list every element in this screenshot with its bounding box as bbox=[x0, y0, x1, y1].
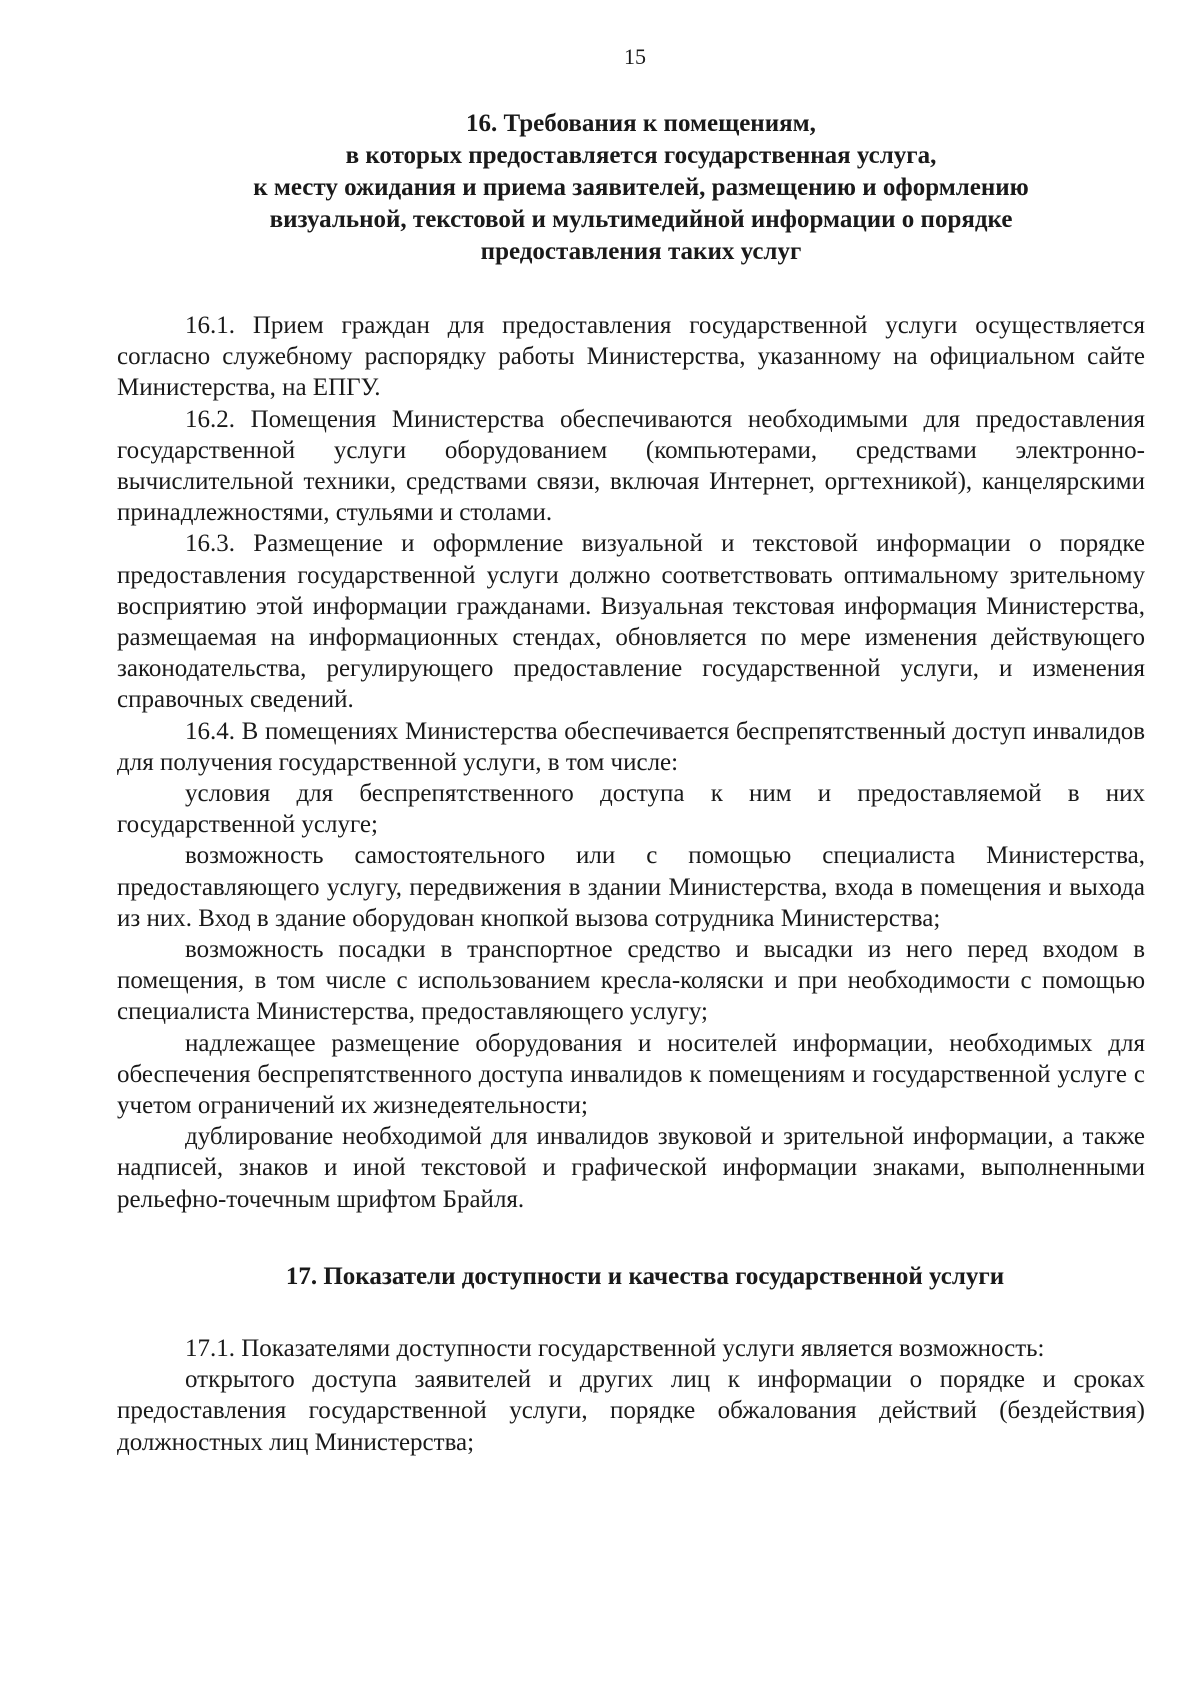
paragraph-16-4-item-5: дублирование необходимой для инвалидов звуковой и зрительной информации, а также надписей, знаков и иной текстовой и графической информации знаками, выполненными рельефно-точечным шрифтом Брайля. bbox=[117, 1123, 1145, 1213]
paragraph-17-1: 17.1. Показателями доступности государственной услуги является возможность: bbox=[185, 1334, 1045, 1362]
section-17-title: 17. Показатели доступности и качества государственной услуги bbox=[285, 1262, 1005, 1290]
section-16-title-line-4: визуальной, текстовой и мультимедийной информации о порядке bbox=[269, 206, 1013, 233]
paragraph-16-4-item-1: условия для беспрепятственного доступа к ним и предоставляемой в них государственной услуге; bbox=[117, 780, 1145, 839]
paragraph-16-4-item-2: возможность самостоятельного или с помощью специалиста Министерства, предоставляющего услугу, передвижения в здании Министерства, входа в помещения и выхода из них. Вход в здание оборудован кнопкой вызова сотрудника Министерства; bbox=[117, 842, 1145, 932]
page-number: 15 bbox=[624, 44, 646, 69]
section-17-body bbox=[117, 1333, 1145, 1458]
paragraph-16-2: 16.2. Помещения Министерства обеспечиваются необходимыми для предоставления государственной услуги оборудованием (компьютерами, средствами электронно-вычислительной техники, средствами связи, включая Интернет, оргтехникой), канцелярскими принадлежностями, стульями и столами. bbox=[117, 405, 1145, 527]
paragraph-16-1: 16.1. Прием граждан для предоставления государственной услуги осуществляется согласно служебному распорядку работы Министерства, указанному на официальном сайте Министерства, на ЕПГУ. bbox=[117, 312, 1145, 402]
paragraph-16-4-item-3: возможность посадки в транспортное средство и высадки из него перед входом в помещения, в том числе с использованием кресла-коляски и при необходимости с помощью специалиста Министерства, предоставляющего услугу; bbox=[117, 936, 1145, 1026]
paragraph-16-4: 16.4. В помещениях Министерства обеспечивается беспрепятственный доступ инвалидов для получения государственной услуги, в том числе: bbox=[117, 717, 1145, 776]
section-16-title-line-3: к месту ожидания и приема заявителей, размещению и оформлению bbox=[253, 174, 1029, 201]
paragraph-16-4-item-4: надлежащее размещение оборудования и носителей информации, необходимых для обеспечения беспрепятственного доступа инвалидов к помещениям и государственной услуге с учетом ограничений их жизнедеятельности; bbox=[117, 1029, 1145, 1120]
document-page bbox=[117, 44, 1145, 1458]
section-16-title-line-1: 16. Требования к помещениям, bbox=[466, 110, 816, 137]
section-16-title-line-5: предоставления таких услуг bbox=[480, 238, 802, 265]
section-16-heading bbox=[117, 108, 1145, 268]
section-16-title-line-2: в которых предоставляется государственная услуга, bbox=[345, 142, 937, 169]
paragraph-17-1-item-1: открытого доступа заявителей и других лиц к информации о порядке и сроках предоставления государственной услуги, порядке обжалования действий (бездействия) должностных лиц Министерства; bbox=[117, 1366, 1145, 1456]
paragraph-16-3: 16.3. Размещение и оформление визуальной и текстовой информации о порядке предоставления государственной услуги должно соответствовать оптимальному зрительному восприятию этой информации гражданами. Визуальная текстовая информация Министерства, размещаемая на информационных стендах, обновляется по мере изменения действующего законодательства, регулирующего предоставление государственной услуги, и изменения справочных сведений. bbox=[117, 530, 1145, 714]
section-16-body bbox=[117, 310, 1145, 1215]
section-spacer bbox=[117, 1215, 1145, 1261]
